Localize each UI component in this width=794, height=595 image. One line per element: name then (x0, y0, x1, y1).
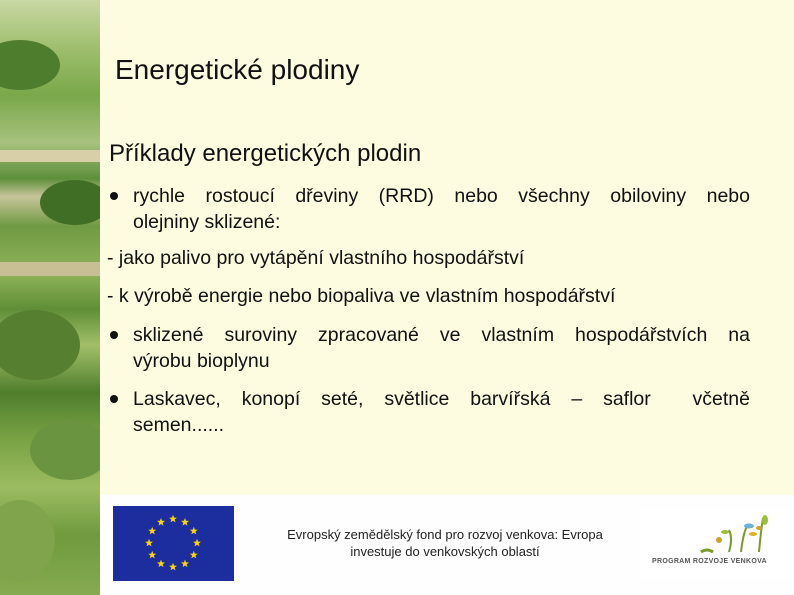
bullet-line-2: výrobu bioplynu (133, 350, 270, 372)
bullet-line-1: Laskavec, konopí seté, světlice barvířská – saflor včetně (133, 388, 750, 410)
eu-star-icon (169, 563, 177, 571)
eu-star-icon (148, 527, 156, 535)
eu-flag-logo (113, 506, 234, 581)
bullet-item (110, 386, 750, 440)
bullet-item (110, 183, 750, 237)
bullet-line-2: olejniny sklizené: (133, 211, 281, 233)
program-logo-text: PROGRAM ROZVOJE VENKOVA (652, 558, 767, 565)
section-heading: Příklady energetických plodin (109, 140, 422, 167)
landscape-photo (0, 0, 100, 595)
eu-star-icon (190, 551, 198, 559)
eu-star-icon (190, 527, 198, 535)
bullet-line-2: semen...... (133, 414, 225, 436)
bullet-dot-icon (110, 395, 118, 403)
dash-line-energy: - k výrobě energie nebo biopaliva ve vlastním hospodářství (107, 285, 616, 307)
program-rozvoje-venkova-logo (641, 510, 791, 578)
eu-stars-icon (113, 506, 234, 581)
eu-star-icon (193, 539, 201, 547)
dash-line-heating: - jako palivo pro vytápění vlastního hospodářství (107, 247, 525, 269)
slide-title: Energetické plodiny (115, 54, 360, 85)
eu-star-icon (148, 551, 156, 559)
eu-star-icon (145, 539, 153, 547)
footer-line-2: investuje do venkovských oblastí (350, 544, 540, 559)
eu-star-icon (169, 515, 177, 523)
eu-star-icon (157, 560, 165, 568)
bullet-item (110, 322, 750, 376)
bullet-line-1: sklizené suroviny zpracované ve vlastním hospodářstvích na (133, 324, 750, 346)
eu-star-icon (181, 518, 189, 526)
eu-star-icon (181, 560, 189, 568)
bullet-dot-icon (110, 192, 118, 200)
bullet-dot-icon (110, 331, 118, 339)
eu-star-icon (157, 518, 165, 526)
sprout-icon (641, 510, 791, 560)
footer-caption (255, 526, 635, 560)
bullet-line-1: rychle rostoucí dřeviny (RRD) nebo všechny obiloviny nebo (133, 185, 750, 207)
footer-line-1: Evropský zemědělský fond pro rozvoj venkova: Evropa (287, 527, 603, 542)
